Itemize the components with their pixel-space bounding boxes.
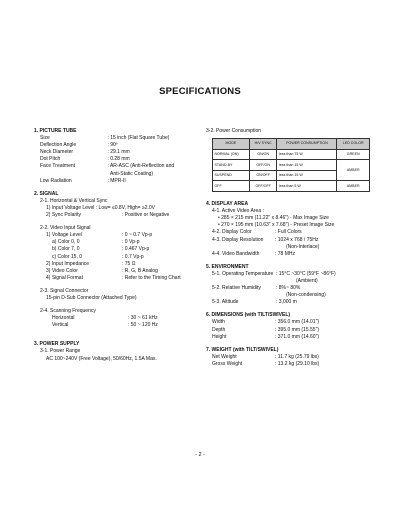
section-display-area-heading: 4. DISPLAY AREA [206,201,249,208]
table-header-row [213,139,370,150]
table-cell: OFF/ON [249,160,277,171]
column-header: MODE [213,139,250,150]
video-color-a [34,239,199,246]
spec-value: : 0.7 Vp-p [122,253,144,260]
table-cell: less than 15 W [277,160,337,171]
spec-value: : 75 Ω [122,260,136,267]
spec-label: Net Weight [212,353,237,360]
section-environment-heading: 5. ENVIRONMENT [206,263,249,270]
input-impedance [34,261,199,268]
spec-value: : 356.0 mm (14.01") [275,319,320,326]
table-row [213,160,370,171]
section-power-supply-heading: 3. POWER SUPPLY [34,341,80,348]
display-resolution [206,237,381,244]
table-cell: AMBER [337,181,370,192]
horizontal-frequency [34,315,199,322]
column-header: POWER CONSUMPTION [277,139,337,150]
subsection-scanning-frequency: 2-4. Scanning Frequency [40,308,96,315]
table-cell: ON/OFF [249,170,277,181]
page-number: - 2 - [195,452,205,458]
spec-label: Depth [212,326,226,333]
video-color-b [34,246,199,253]
gross-weight [206,361,381,368]
spec-value: : 8%~ 80% [276,285,301,292]
spec-value: : 15 inch (Flat Square Tube) [107,135,170,142]
spec-label: Low Radiation [40,177,72,184]
subsection-signal-connector: 2-3. Signal Connector [40,287,89,294]
spec-value-continued: Anti-Static Coating) [110,170,154,177]
subsection-sync: 2-1. Horizontal & Vertical Sync [40,197,108,204]
spec-label: b) Color 7, 0 [52,246,80,253]
spec-label: Height [212,333,227,340]
max-image-size: • 285 × 215 mm (11.22" x 8.46") - Max Image Size [218,215,329,222]
spec-label: Vertical [52,322,69,329]
spec-label: Gross Weight [212,360,243,367]
spec-label: 4-4. Video Bandwidth [212,250,260,257]
relative-humidity [206,285,381,292]
table-cell: SUSPEND [213,170,250,181]
subsection-power-consumption: 3-2. Power Consumption [206,128,262,134]
spec-label: Face Treatment [40,163,76,170]
video-voltage-level [34,232,199,239]
display-color [206,229,381,236]
subsection-power-range: 3-1. Power Range [40,348,81,355]
video-bandwidth [206,251,381,258]
spec-label: 4-2. Display Color [212,229,252,236]
spec-value: : 0.28 mm [107,156,130,163]
right-column [206,128,381,368]
spec-value: : Full Colors [275,229,302,236]
dimension-height [206,334,381,341]
spec-label: c) Color 15, 0 [52,253,83,260]
spec-value: : 395.0 mm (15.55") [275,326,320,333]
sync-polarity [34,212,199,219]
spec-label: 2) Input Impedance [46,260,90,267]
spec-label: Deflection Angle [40,142,77,149]
spec-value: : AR-ASC (Anti-Reflection and [107,163,175,170]
spec-value: : 50 ~ 120 Hz [128,322,158,329]
resolution-note: (Non-Interlace) [286,243,320,250]
spec-value: : 90º [107,142,118,149]
left-column [34,128,199,363]
spec-value: : 29.1 mm [107,149,130,156]
signal-format [34,275,199,282]
column-header: H/V SYNC [249,139,277,150]
spec-value: : 3,000 m [276,299,297,306]
spec-value: : 0 ~ 0.7 Vp-p [122,232,153,239]
spec-label: Dot Pitch [40,156,61,163]
power-consumption-table [212,138,370,192]
table-cell: OFF [213,181,250,192]
spec-value: : MPR-II [107,177,126,184]
humidity-note: (Non-condensing) [286,292,326,299]
power-range-value: AC 100~240V (Free Voltage), 50/60Hz, 1.5A Max. [46,355,157,362]
spec-value: : 11.7 kg (25.79 lbs) [275,353,319,360]
table-cell: less than 5 W [277,181,337,192]
connector-type: 15-pin D-Sub Connector (Attached Type) [46,294,137,301]
spec-label: a) Color 0, 0 [52,239,80,246]
spec-value: : 78 MHz [275,250,296,257]
spec-value: : 15°C ~30°C (59°F ~86°F) [276,270,336,277]
table-cell: OFF/OFF [249,181,277,192]
altitude [206,299,381,306]
column-header: LED COLOR [337,139,370,150]
spec-label: Size [40,135,50,142]
spec-value: : 13.2 kg (29.10 lbs) [275,360,320,367]
table-cell: less than 15 W [277,170,337,181]
subsection-active-video-area: 4-1. Active Video Area : [212,208,264,215]
spec-label: 5-3. Altitude [212,299,239,306]
table-cell: STAND-BY [213,160,250,171]
spec-value: : Refer to the Timing Chart [122,274,181,281]
subsection-video-input: 2-2. Video Input Signal [40,225,91,232]
preset-image-size: • 270 × 195 mm (10.63" x 7.68") - Preset Image Size [218,222,335,229]
spec-label: 4) Signal Format [46,274,83,281]
section-dimensions-heading: 6. DIMENSIONS (with TILT/SWIVEL) [206,312,291,319]
dimension-depth [206,327,381,334]
vertical-frequency [34,322,199,329]
spec-label: Width [212,319,225,326]
section-picture-tube-heading: 1. PICTURE TUBE [34,128,77,134]
table-cell: NORMAL (ON) [213,149,250,160]
spec-label: 3) Video Color [46,267,78,274]
page-title: SPECIFICATIONS [159,86,241,97]
spec-label: 5-2. Relative Humidity [212,285,261,292]
table-row [213,181,370,192]
spec-label: 2) Sync Polarity [46,212,82,219]
section-weight-heading: 7. WEIGHT (with TILT/SWIVEL) [206,346,279,353]
spec-label: Neck Diameter [40,149,74,156]
net-weight [206,354,381,361]
spec-value: : R, G, B Analog [122,267,158,274]
spec-label: Horizontal [52,315,75,322]
operating-temperature [206,271,381,278]
table-cell: AMBER [337,160,370,181]
video-color [34,268,199,275]
spec-label: 4-3. Display Resolution [212,236,264,243]
temperature-note: (Ambient) [296,278,318,284]
spec-value: : 0 Vp-p [122,239,140,246]
section-signal-heading: 2. SIGNAL [34,190,59,197]
sync-input-level: 1) Input Voltage Level : Low= ≤0.8V, High= ≥2.0V [46,204,155,211]
video-color-c [34,254,199,261]
spec-label: 1) Voltage Level [46,232,82,239]
table-cell: GREEN [337,149,370,160]
spec-label: 5-1. Operating Temperature [212,270,274,277]
spec-value: : 0.467 Vp-p [122,246,150,253]
spec-value: : Positive or Negative [122,212,170,219]
table-cell: ON/ON [249,149,277,160]
table-row [213,149,370,160]
spec-value: : 1024 x 768 / 75Hz [275,236,319,243]
spec-value: : 30 ~ 61 kHz [128,315,158,322]
spec-value: : 371.0 mm (14.60") [275,333,320,340]
dimension-width [206,319,381,326]
table-cell: less than 75 W [277,149,337,160]
picture-tube-specs [34,135,199,185]
